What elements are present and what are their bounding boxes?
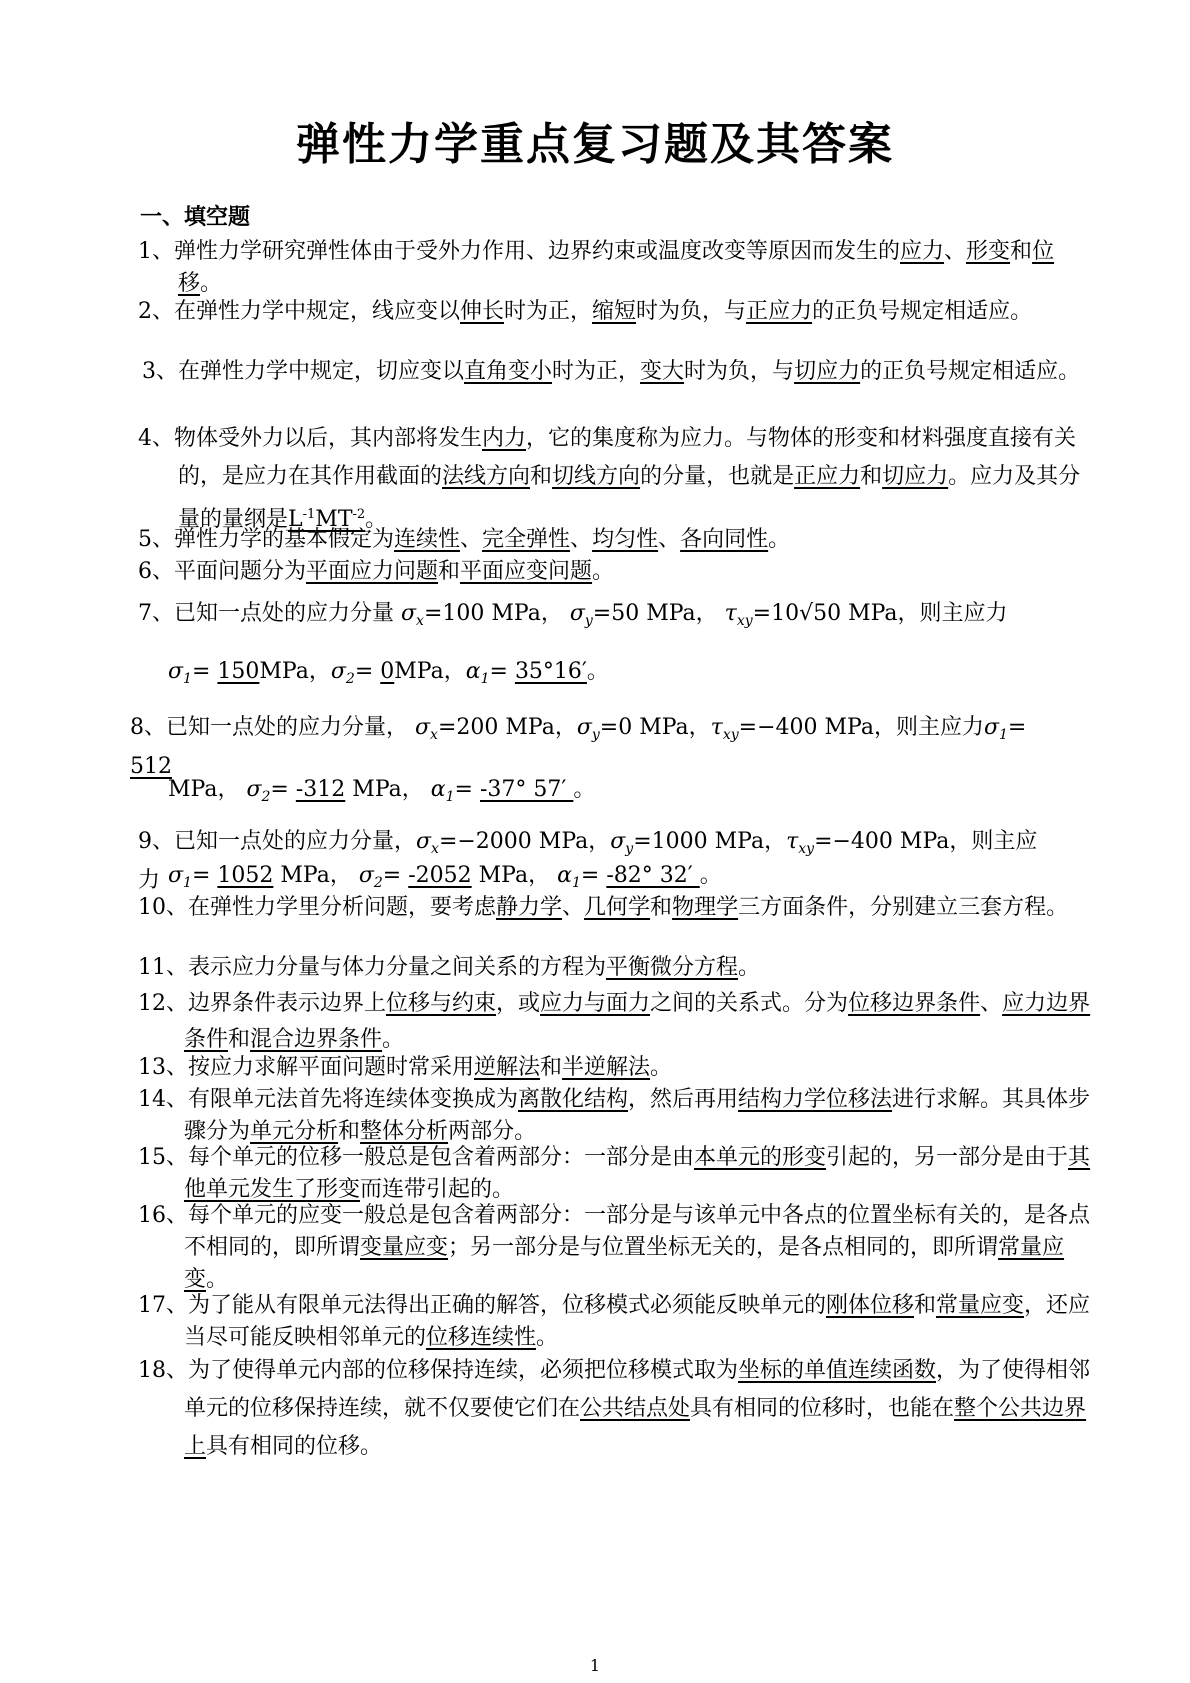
question-18: 18、为了使得单元内部的位移保持连续，必须把位移模式取为坐标的单值连续函数，为了使得相邻单元的位移保持连续，就不仅要使它们在公共结点处具有相同的位移时，也能在整个公共边界上具有相同的位移。 <box>138 1358 1091 1459</box>
section-heading: 一、填空题 <box>140 205 251 230</box>
question-14: 14、有限单元法首先将连续体变换成为离散化结构，然后再用结构力学位移法进行求解。其具体步骤分为单元分析和整体分析两部分。 <box>138 1087 1091 1144</box>
question-11: 11、表示应力分量与体力分量之间关系的方程为平衡微分方程。 <box>138 955 761 980</box>
question-15: 15、每个单元的位移一般总是包含着两部分：一部分是由本单元的形变引起的，另一部分是由于其他单元发生了形变而连带引起的。 <box>138 1145 1091 1202</box>
question-1: 1、弹性力学研究弹性体由于受外力作用、边界约束或温度改变等原因而发生的应力、形变和位移。 <box>138 239 1055 296</box>
question-7-answers: $\sigma_1= 150MPa$，$\sigma_2= 0MPa$，$\alpha_1= 35^\circ 16'$。 <box>168 659 609 687</box>
page-number: 1 <box>589 1656 601 1675</box>
question-10: 10、在弹性力学里分析问题，要考虑静力学、几何学和物理学三方面条件，分别建立三套方程。 <box>138 895 1069 920</box>
question-17: 17、为了能从有限单元法得出正确的解答，位移模式必须能反映单元的刚体位移和常量应变，还应当尽可能反映相邻单元的位移连续性。 <box>138 1293 1091 1350</box>
question-2: 2、在弹性力学中规定，线应变以伸长时为正，缩短时为负，与正应力的正负号规定相适应。 <box>138 299 1033 324</box>
question-8-answers: MPa， $\sigma_2= -312$ MPa， $\alpha_1= -37^\circ$ 57′ 。 <box>168 777 596 805</box>
question-7: 7、已知一点处的应力分量 $\sigma_x=100$ MPa， $\sigma_y=50$ MPa， $\tau_{xy}=10√50$ MPa，则主应力 <box>138 601 1008 629</box>
page-title: 弹性力学重点复习题及其答案 <box>296 119 894 170</box>
question-5: 5、弹性力学的基本假定为连续性、完全弹性、均匀性、各向同性。 <box>138 527 791 552</box>
question-13: 13、按应力求解平面问题时常采用逆解法和半逆解法。 <box>138 1055 673 1080</box>
question-4: 4、物体受外力以后，其内部将发生内力，它的集度称为应力。与物体的形变和材料强度直接有关的，是应力在其作用截面的法线方向和切线方向的分量，也就是正应力和切应力。应力及其分量的量纲是$L^{-1}MT^{-2}$。 <box>138 426 1081 532</box>
question-12: 12、边界条件表示边界上位移与约束，或应力与面力之间的关系式。分为位移边界条件、应力边界条件和混合边界条件。 <box>138 991 1091 1052</box>
question-8: 8、已知一点处的应力分量， $\sigma_x=200$ MPa，$\sigma_y=0$ MPa，$\tau_{xy}=-400$ MPa，则主应力$\sigma_1= 512$ <box>130 715 1027 779</box>
question-16: 16、每个单元的应变一般总是包含着两部分：一部分是与该单元中各点的位置坐标有关的，是各点不相同的，即所谓变量应变；另一部分是与位置坐标无关的，是各点相同的，即所谓常量应变。 <box>138 1203 1090 1292</box>
question-9-answers: $\sigma_1= 1052$ MPa， $\sigma_2= -2052$ MPa， $\alpha_1= -82^\circ$ 32′ 。 <box>168 863 722 891</box>
question-9: 9、已知一点处的应力分量，$\sigma_x=-2000$ MPa，$\sigma_y=1000$ MPa，$\tau_{xy}=-400$ MPa，则主应力 <box>138 829 1038 893</box>
question-3: 3、在弹性力学中规定，切应变以直角变小时为正，变大时为负，与切应力的正负号规定相适应。 <box>142 359 1081 384</box>
question-6: 6、平面问题分为平面应力问题和平面应变问题。 <box>138 559 615 584</box>
